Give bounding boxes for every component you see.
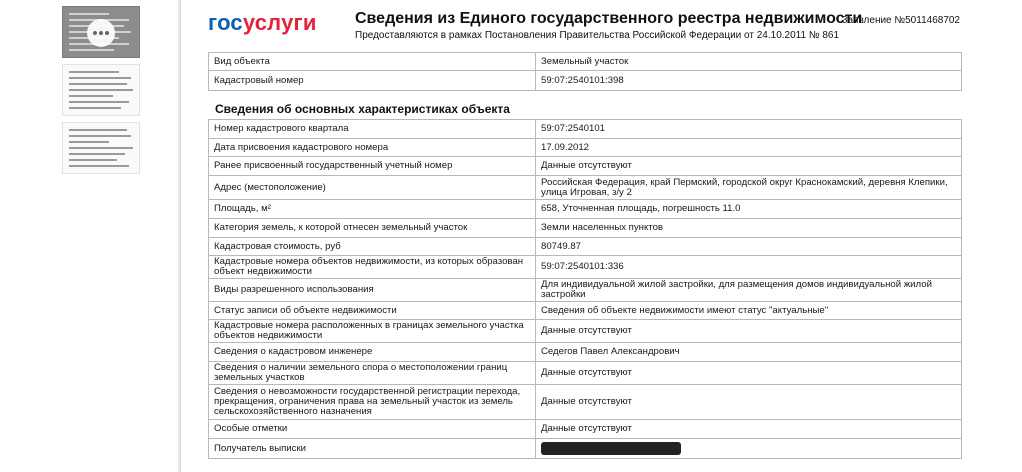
row-value: 17.09.2012 xyxy=(536,139,962,157)
page-thumbnail-3[interactable] xyxy=(62,122,140,174)
table-row xyxy=(209,157,962,176)
table-row xyxy=(209,439,962,459)
table-row xyxy=(209,71,962,91)
row-value: 59:07:2540101:336 xyxy=(536,256,962,279)
row-label: Кадастровые номера объектов недвижимости, из которых образован объект недвижимости xyxy=(209,256,536,279)
row-label: Вид объекта xyxy=(209,53,536,71)
table-row xyxy=(209,302,962,320)
request-number: Заявление №5011468702 xyxy=(841,15,960,26)
row-label: Сведения о кадастровом инженере xyxy=(209,343,536,362)
table-row xyxy=(209,238,962,256)
table-row xyxy=(209,219,962,238)
gosuslugi-logo: госуслуги xyxy=(208,10,317,35)
row-value: 59:07:2540101:398 xyxy=(536,71,962,91)
row-value: Для индивидуальной жилой застройки, для размещения домов индивидуальной жилой застройки xyxy=(536,279,962,302)
row-label: Сведения о наличии земельного спора о местоположении границ земельных участков xyxy=(209,362,536,385)
row-value: Данные отсутствуют xyxy=(536,385,962,420)
table-row xyxy=(209,343,962,362)
row-value: Земельный участок xyxy=(536,53,962,71)
row-value xyxy=(536,439,962,459)
table-row xyxy=(209,320,962,343)
characteristics-table xyxy=(208,119,962,459)
row-value: Российская Федерация, край Пермский, городской округ Краснокамский, деревня Клепики, улица Игровая, з/у 2 xyxy=(536,176,962,200)
row-label: Получатель выписки xyxy=(209,439,536,459)
row-label: Кадастровый номер xyxy=(209,71,536,91)
table-row xyxy=(209,256,962,279)
row-value: Сведения об объекте недвижимости имеют статус "актуальные" xyxy=(536,302,962,320)
row-value: Данные отсутствуют xyxy=(536,362,962,385)
table-row xyxy=(209,120,962,139)
page-thumbnails xyxy=(0,0,178,472)
row-label: Категория земель, к которой отнесен земельный участок xyxy=(209,219,536,238)
row-label: Ранее присвоенный государственный учетный номер xyxy=(209,157,536,176)
document-subtitle: Предоставляются в рамках Постановления Правительства Российской Федерации от 24.10.2011 № 861 xyxy=(355,30,840,41)
row-value: Земли населенных пунктов xyxy=(536,219,962,238)
row-label: Площадь, м² xyxy=(209,200,536,219)
row-label: Статус записи об объекте недвижимости xyxy=(209,302,536,320)
table-row xyxy=(209,385,962,420)
row-value: Данные отсутствуют xyxy=(536,420,962,439)
redacted-recipient-name xyxy=(541,442,681,455)
row-value: Седегов Павел Александрович xyxy=(536,343,962,362)
row-label: Дата присвоения кадастрового номера xyxy=(209,139,536,157)
page-thumbnail-1[interactable] xyxy=(62,6,140,58)
more-horizontal-icon[interactable] xyxy=(87,19,115,47)
row-label: Номер кадастрового квартала xyxy=(209,120,536,139)
row-value: 658, Уточненная площадь, погрешность 11.0 xyxy=(536,200,962,219)
document-title: Сведения из Единого государственного реестра недвижимости xyxy=(355,10,863,27)
row-value: Данные отсутствуют xyxy=(536,157,962,176)
table-row xyxy=(209,176,962,200)
row-label: Адрес (местоположение) xyxy=(209,176,536,200)
table-row xyxy=(209,279,962,302)
table-row xyxy=(209,362,962,385)
row-label: Сведения о невозможности государственной регистрации перехода, прекращения, ограничения права на земельный участок из земель сельскохозяйственного назначения xyxy=(209,385,536,420)
document-page xyxy=(180,0,1022,472)
row-value: 80749.87 xyxy=(536,238,962,256)
object-summary-table xyxy=(208,52,962,91)
section-title: Сведения об основных характеристиках объекта xyxy=(215,102,510,116)
table-row xyxy=(209,139,962,157)
table-row xyxy=(209,200,962,219)
table-row xyxy=(209,53,962,71)
row-label: Кадастровые номера расположенных в границах земельного участка объектов недвижимости xyxy=(209,320,536,343)
row-value: Данные отсутствуют xyxy=(536,320,962,343)
page-thumbnail-2[interactable] xyxy=(62,64,140,116)
table-row xyxy=(209,420,962,439)
row-label: Особые отметки xyxy=(209,420,536,439)
row-label: Кадастровая стоимость, руб xyxy=(209,238,536,256)
row-value: 59:07:2540101 xyxy=(536,120,962,139)
row-label: Виды разрешенного использования xyxy=(209,279,536,302)
